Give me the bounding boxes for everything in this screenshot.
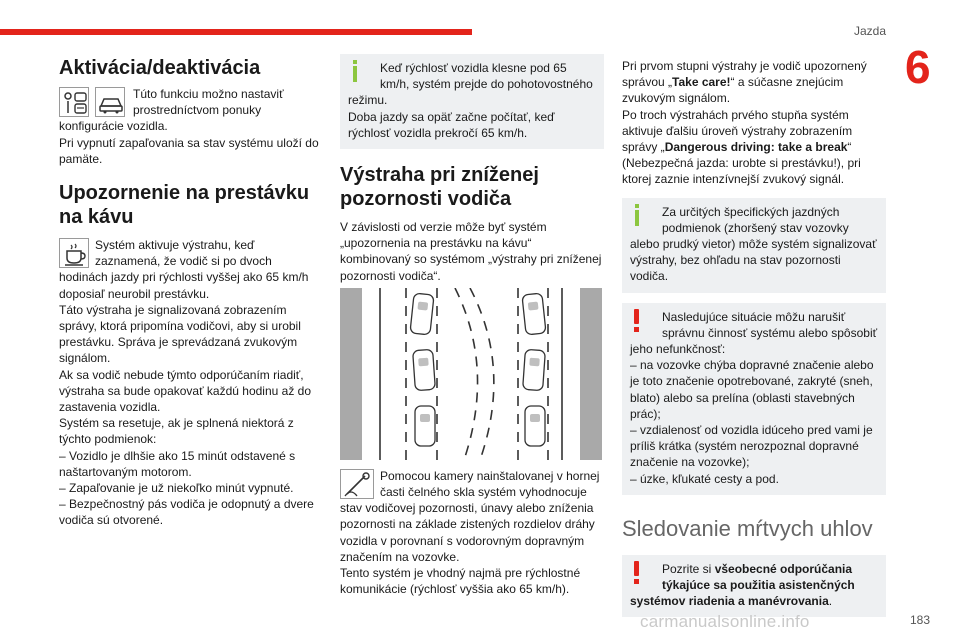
- info-icon: [348, 60, 366, 82]
- driver-attention-intro: V závislosti od verzie môže byť systém „upozornenia na prestávku na kávu“ kombinovaný so systémom „výstrahy pri zníženej pozornosti vodiča“.: [340, 220, 602, 283]
- warning-item: – na vozovke chýba dopravné značenie alebo je toto značenie opotrebované, zakryté (sneh, blato) alebo sa prelína (oblasti stavebných prác);: [630, 358, 874, 421]
- windshield-camera-icon: [340, 469, 374, 499]
- info-note-text: Za určitých špecifických jazdných podmienok (zhoršený stav vozovky alebo prudký vietor) môže systém signalizovať výstrahy, bez ohľadu na stav pozornosti vodiča.: [630, 204, 877, 284]
- info-note-standby: [340, 54, 604, 149]
- column-2: [340, 54, 604, 597]
- header-accent-bar: [0, 29, 472, 35]
- info-note-conditions: [622, 198, 886, 293]
- warning-item: – úzke, kľukaté cesty a pod.: [630, 471, 779, 486]
- warning-intro: Nasledujúce situácie môžu narušiť správnu činnosť systému alebo spôsobiť jeho nefunkčnosť:: [630, 309, 878, 357]
- warning-note-blind-spot: Pozrite si všeobecné odporúčania týkajúce sa použitia asistenčných systémov riadenia a manévrovania.: [622, 555, 886, 618]
- activation-icons: [59, 86, 125, 117]
- section-title-coffee-break: Upozornenie na prestávku na kávu: [59, 182, 310, 229]
- info-note-line-1: Keď rýchlosť vozidla klesne pod 65 km/h, systém prejde do pohotovostného režimu.: [348, 61, 593, 108]
- coffee-break-para-4: Systém sa resetuje, ak je splnená niektorá z týchto podmienok:: [59, 416, 294, 447]
- coffee-break-para-2: Táto výstraha je signalizovaná zobrazením správy, ktorá pripomína vodičovi, aby si urobil prestávku. Správa je sprevádzaná zvukovým signálom.: [59, 302, 301, 366]
- camera-description: Pomocou kamery nainštalovanej v hornej časti čelného skla systém vyhodnocuje stav vodičovej pozornosti, únavy alebo zníženia pozornosti na základe zistených rozdielov dráhy vozidla v porovnaní s vodorovným dopravným značením na vozovke.: [340, 468, 600, 564]
- car-icon: [95, 87, 125, 117]
- section-label: Jazda: [853, 24, 886, 38]
- warning-icon: [630, 309, 648, 331]
- coffee-cup-icon: [59, 238, 89, 268]
- column-1: [59, 56, 321, 529]
- coffee-break-para-1: Systém aktivuje výstrahu, keď zaznamená, že vodič si po dvoch hodinách jazdy pri rýchlosti vyššej ako 65 km/h doposiaľ neurobil prestávku.: [59, 238, 309, 301]
- activation-text-2: Pri vypnutí zapaľovania sa stav systému uloží do pamäte.: [59, 135, 319, 166]
- vehicle-settings-icon: [59, 87, 89, 117]
- page-number: 183: [909, 613, 930, 627]
- condition-item: – Vozidlo je dlhšie ako 15 minút odstavené s naštartovaným motorom.: [59, 448, 296, 479]
- section-title-activation: Aktivácia/deaktivácia: [59, 57, 261, 79]
- condition-item: – Bezpečnostný pás vodiča je odopnutý a dvere vodiča sú otvorené.: [59, 497, 314, 528]
- section-title-blind-spot: Sledovanie mŕtvych uhlov: [622, 515, 873, 541]
- section-title-driver-attention: Výstraha pri zníženej pozornosti vodiča: [340, 164, 539, 211]
- take-care-message: Take care!: [672, 75, 731, 90]
- watermark: carmanualsonline.info: [640, 612, 810, 631]
- warning-item: – vzdialenosť od vozidla idúceho pred vami je príliš krátka (systém nerozpoznal dopravné značenie na vozovke);: [630, 423, 873, 470]
- activation-text: Túto funkciu možno nastaviť prostredníctvom ponuky konfigurácie vozidla.: [59, 87, 284, 134]
- camera-description-2: Tento systém je vhodný najmä pre rýchlostné komunikácie (rýchlosť vyššia ako 65 km/h).: [340, 566, 581, 597]
- lane-drift-illustration: [340, 288, 602, 460]
- column-3: [622, 58, 886, 627]
- info-note-line-2: Doba jazdy sa opäť začne počítať, keď rýchlosť vozidla prekročí 65 km/h.: [348, 109, 555, 140]
- coffee-break-para-3: Ak sa vodič nebude týmto odporúčaním riadiť, výstraha sa bude opakovať každú hodinu až do zastavenia vozidla.: [59, 367, 312, 415]
- condition-item: – Zapaľovanie je už niekoľko minút vypnuté.: [59, 481, 294, 496]
- assist-systems-reference: všeobecné odporúčania týkajúce sa použitia asistenčných systémov riadenia a manévrovania: [630, 561, 855, 609]
- second-level-warning-text: Po troch výstrahách prvého stupňa systém aktivuje ďalšiu úroveň výstrahy zobrazením správy „Dangerous driving: take a break“ (Nebezpečná jazda: urobte si prestávku!), pri ktorej zaznie intenzívnejší zvukový signál.: [622, 107, 861, 187]
- warning-icon: [630, 561, 648, 583]
- dangerous-driving-message: Dangerous driving: take a break: [664, 140, 848, 155]
- warning-note-limitations: [622, 303, 886, 495]
- first-level-warning-text: Pri prvom stupni výstrahy je vodič upozornený správou „Take care!“ a súčasne znejúcim zvukovým signálom.: [622, 59, 867, 106]
- info-icon: [630, 204, 648, 226]
- chapter-number: 6: [905, 41, 931, 93]
